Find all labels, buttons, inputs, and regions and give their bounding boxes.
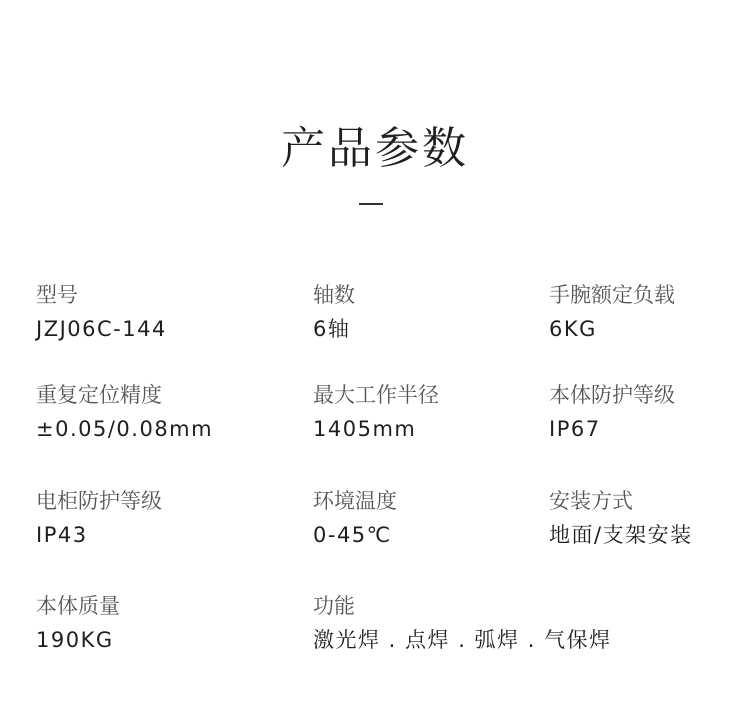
spec-label: 重复定位精度 bbox=[36, 383, 162, 407]
spec-label: 最大工作半径 bbox=[313, 383, 439, 407]
spec-value: 6KG bbox=[549, 317, 597, 341]
spec-value: 190KG bbox=[36, 628, 114, 652]
spec-label: 本体质量 bbox=[36, 594, 120, 618]
spec-value: JZJ06C-144 bbox=[36, 317, 167, 341]
spec-label: 型号 bbox=[36, 283, 78, 307]
spec-value: 0-45℃ bbox=[313, 523, 392, 547]
spec-label: 轴数 bbox=[313, 283, 355, 307]
spec-axes bbox=[313, 281, 355, 343]
spec-wrist-payload bbox=[549, 281, 675, 343]
spec-label: 本体防护等级 bbox=[549, 383, 675, 407]
spec-model bbox=[36, 281, 167, 343]
page-title: 产品参数 bbox=[281, 123, 469, 174]
spec-label: 环境温度 bbox=[313, 489, 397, 513]
spec-value: 1405mm bbox=[313, 417, 417, 441]
spec-mounting bbox=[549, 487, 693, 549]
spec-label: 功能 bbox=[313, 594, 355, 618]
spec-body-mass bbox=[36, 592, 120, 654]
spec-value: 地面/支架安装 bbox=[549, 523, 693, 547]
spec-value: IP67 bbox=[549, 417, 601, 441]
spec-repeatability bbox=[36, 381, 213, 443]
spec-label: 电柜防护等级 bbox=[36, 489, 162, 513]
spec-cabinet-protection bbox=[36, 487, 162, 549]
spec-value: 激光焊 . 点焊 . 弧焊 . 气保焊 bbox=[313, 628, 612, 652]
spec-label: 安装方式 bbox=[549, 489, 633, 513]
title-divider bbox=[359, 203, 383, 205]
spec-ambient-temperature bbox=[313, 487, 397, 549]
spec-value: IP43 bbox=[36, 523, 88, 547]
spec-value: ±0.05/0.08mm bbox=[36, 417, 214, 441]
spec-functions bbox=[313, 592, 612, 654]
spec-value: 6轴 bbox=[313, 317, 351, 341]
spec-label: 手腕额定负载 bbox=[549, 283, 675, 307]
spec-body-protection bbox=[549, 381, 675, 443]
spec-max-reach bbox=[313, 381, 439, 443]
